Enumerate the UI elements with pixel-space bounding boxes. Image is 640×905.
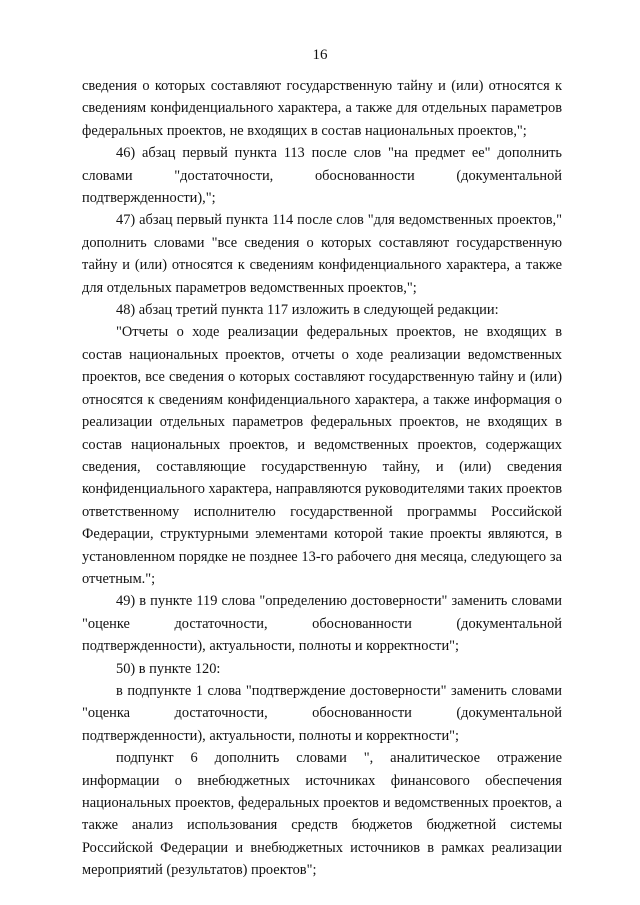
- paragraph-subitem-1: в подпункте 1 слова "подтверждение достоверности" заменить словами "оценка достаточности, обоснованности (документальной подтвержденности), актуальности, полноты и корректности";: [82, 682, 562, 744]
- paragraph-item-46: 46) абзац первый пункта 113 после слов "на предмет ее" дополнить словами "достаточности, обоснованности (документальной подтвержденности),";: [82, 145, 562, 207]
- paragraph-item-48: 48) абзац третий пункта 117 изложить в следующей редакции:: [116, 302, 499, 319]
- paragraph-item-50: 50) в пункте 120:: [116, 660, 221, 677]
- paragraph-item-47: 47) абзац первый пункта 114 после слов "для ведомственных проектов," дополнить словами "все сведения о которых составляют государственную тайну и (или) относятся к сведениям конфиденциального характера, а также для отдельных параметров ведомственных проектов,";: [82, 212, 562, 296]
- page-number: 16: [312, 47, 328, 63]
- document-body: [82, 75, 562, 882]
- paragraph-quoted-text: "Отчеты о ходе реализации федеральных проектов, не входящих в состав национальных проектов, отчеты о ходе реализации ведомственных проектов, все сведения о которых составляют государственную тайну и (или) относятся к сведениям конфиденциального характера, а также информация о реализации отдельных параметров федеральных проектов, не входящих в состав национальных проектов, и ведомственных проектов, содержащих сведения, составляющие государственную тайну, и (или) сведения конфиденциального характера, направляются руководителями таких проектов ответственному исполнителю государственной программы Российской Федерации, структурными элементами которой такие проекты являются, в установленном порядке не позднее 13-го рабочего дня месяца, следующего за отчетным.";: [82, 324, 562, 587]
- paragraph-item-49: 49) в пункте 119 слова "определению достоверности" заменить словами "оценке достаточности, обоснованности (документальной подтвержденности), актуальности, полноты и корректности";: [82, 593, 562, 655]
- paragraph-subitem-6: подпункт 6 дополнить словами ", аналитическое отражение информации о внебюджетных источниках финансового обеспечения национальных проектов, федеральных проектов и ведомственных проектов, а также анализ использования средств бюджетов бюджетной системы Российской Федерации и внебюджетных источников в рамках реализации мероприятий (результатов) проектов";: [82, 750, 562, 879]
- paragraph-continuation: сведения о которых составляют государственную тайну и (или) относятся к сведениям конфиденциального характера, а также для отдельных параметров федеральных проектов, не входящих в состав национальных проектов,";: [82, 78, 562, 139]
